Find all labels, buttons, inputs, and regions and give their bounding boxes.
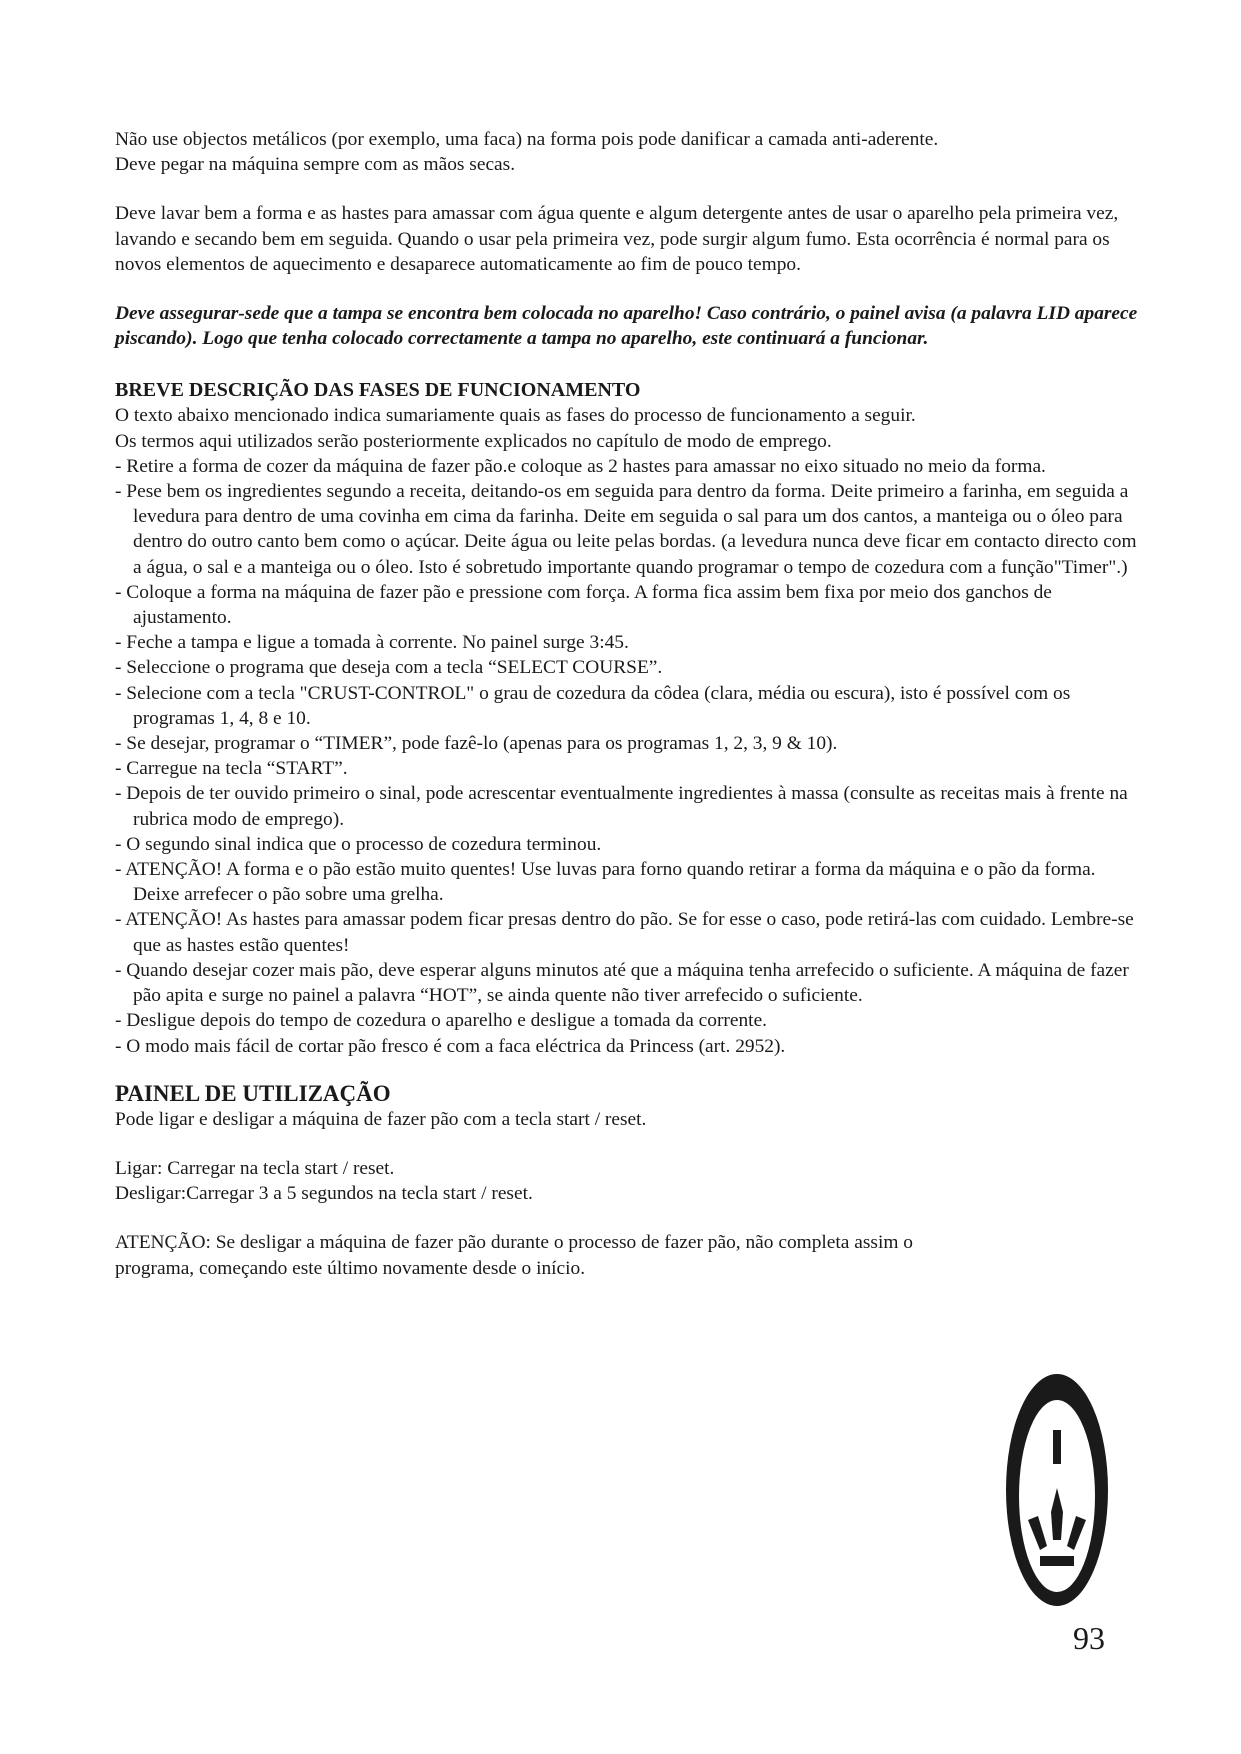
cleaning-paragraph: Deve lavar bem a forma e as hastes para amassar com água quente e algum detergente antes de usar o aparelho pela primeira vez, lavando e secando bem em seguida. Quando o usar pela primeira vez, pode surgir algum fumo. Esta ocorrência é normal para os novos elementos de aquecimento e desaparece automaticamente ao fim de pouco tempo. xyxy=(115,203,1119,275)
list-item: - Selecione com a tecla "CRUST-CONTROL" o grau de cozedura da côdea (clara, média ou escura), isto é possível com os programas 1, 4, 8 e 10. xyxy=(115,682,1071,729)
section-heading-panel: PAINEL DE UTILIZAÇÃO xyxy=(115,1080,391,1106)
list-item: - Seleccione o programa que deseja com a tecla “SELECT COURSE”. xyxy=(115,657,663,679)
lid-warning: Deve assegurar-sede que a tampa se encontra bem colocada no aparelho! Caso contrário, o painel avisa (a palavra LID aparece piscando). Logo que tenha colocado correctamente a tampa no aparelho, este continuará a funcionar. xyxy=(115,303,1138,350)
panel-intro: Pode ligar e desligar a máquina de fazer pão com a tecla start / reset. xyxy=(115,1108,647,1130)
panel-on-instruction: Ligar: Carregar na tecla start / reset. xyxy=(115,1157,395,1179)
list-item: - Depois de ter ouvido primeiro o sinal, pode acrescentar eventualmente ingredientes à massa (consulte as receitas mais à frente na rubrica modo de emprego). xyxy=(115,783,1128,830)
intro-line-2: Deve pegar na máquina sempre com as mãos secas. xyxy=(115,154,516,176)
list-item: - Coloque a forma na máquina de fazer pão e pressione com força. A forma fica assim bem fixa por meio dos ganchos de ajustamento. xyxy=(115,581,1052,629)
panel-attention: ATENÇÃO: Se desligar a máquina de fazer pão durante o processo de fazer pão, não completa assim o programa, começando este último novamente desde o início. xyxy=(115,1232,913,1279)
intro-line-1: Não use objectos metálicos (por exemplo, uma faca) na forma pois pode danificar a camada anti-aderente. xyxy=(115,129,939,150)
list-item: - Carregue na tecla “START”. xyxy=(115,758,348,780)
list-item: - Retire a forma de cozer da máquina de fazer pão.e coloque as 2 hastes para amassar no eixo situado no meio da forma. xyxy=(115,455,1046,477)
list-item: - ATENÇÃO! As hastes para amassar podem ficar presas dentro do pão. Se for esse o caso, pode retirá-las com cuidado. Lembre-se que as hastes estão quentes! xyxy=(115,909,1134,956)
list-item: - Quando desejar cozer mais pão, deve esperar alguns minutos até que a máquina tenha arrefecido o suficiente. A máquina de fazer pão apita e surge no painel a palavra “HOT”, se ainda quente não tiver arrefecido o suficiente. xyxy=(115,959,1129,1007)
steps-list xyxy=(115,454,1140,1059)
section1-intro-line-2: Os termos aqui utilizados serão posteriormente explicados no capítulo de modo de emprego. xyxy=(115,430,832,452)
section-heading-phases: BREVE DESCRIÇÃO DAS FASES DE FUNCIONAMENTO xyxy=(115,379,641,402)
section1-intro-line-1: O texto abaixo mencionado indica sumariamente quais as fases do processo de funcionamento a seguir. xyxy=(115,405,916,427)
list-item: - O segundo sinal indica que o processo de cozedura terminou. xyxy=(115,833,602,855)
list-item: - O modo mais fácil de cortar pão fresco é com a faca eléctrica da Princess (art. 2952). xyxy=(115,1035,786,1057)
list-item: - Se desejar, programar o “TIMER”, pode fazê-lo (apenas para os programas 1, 2, 3, 9 & 10). xyxy=(115,733,838,755)
princess-crown-oval-icon xyxy=(1002,1370,1112,1610)
panel-off-instruction: Desligar:Carregar 3 a 5 segundos na tecla start / reset. xyxy=(115,1183,533,1205)
page-number: 93 xyxy=(1073,1620,1105,1656)
list-item: - ATENÇÃO! A forma e o pão estão muito quentes! Use luvas para forno quando retirar a forma da máquina e o pão da forma. Deixe arrefecer o pão sobre uma grelha. xyxy=(115,859,1096,906)
page-content xyxy=(115,127,1140,1281)
list-item: - Feche a tampa e ligue a tomada à corrente. No painel surge 3:45. xyxy=(115,632,629,654)
list-item: - Pese bem os ingredientes segundo a receita, deitando-os em seguida para dentro da forma. Deite primeiro a farinha, em seguida a levedura para dentro de uma covinha em cima da farinha. Deite em seguida o sal para um dos cantos, a manteiga ou o óleo para dentro do outro canto bem como o açúcar. Deite água ou leite pelas bordas. (a levedura nunca deve ficar em contacto directo com a água, o sal e a manteiga ou o óleo. Isto é sobretudo importante quando programar o tempo de cozedura com a função"Timer".) xyxy=(115,481,1137,578)
list-item: - Desligue depois do tempo de cozedura o aparelho e desligue a tomada da corrente. xyxy=(115,1010,768,1032)
